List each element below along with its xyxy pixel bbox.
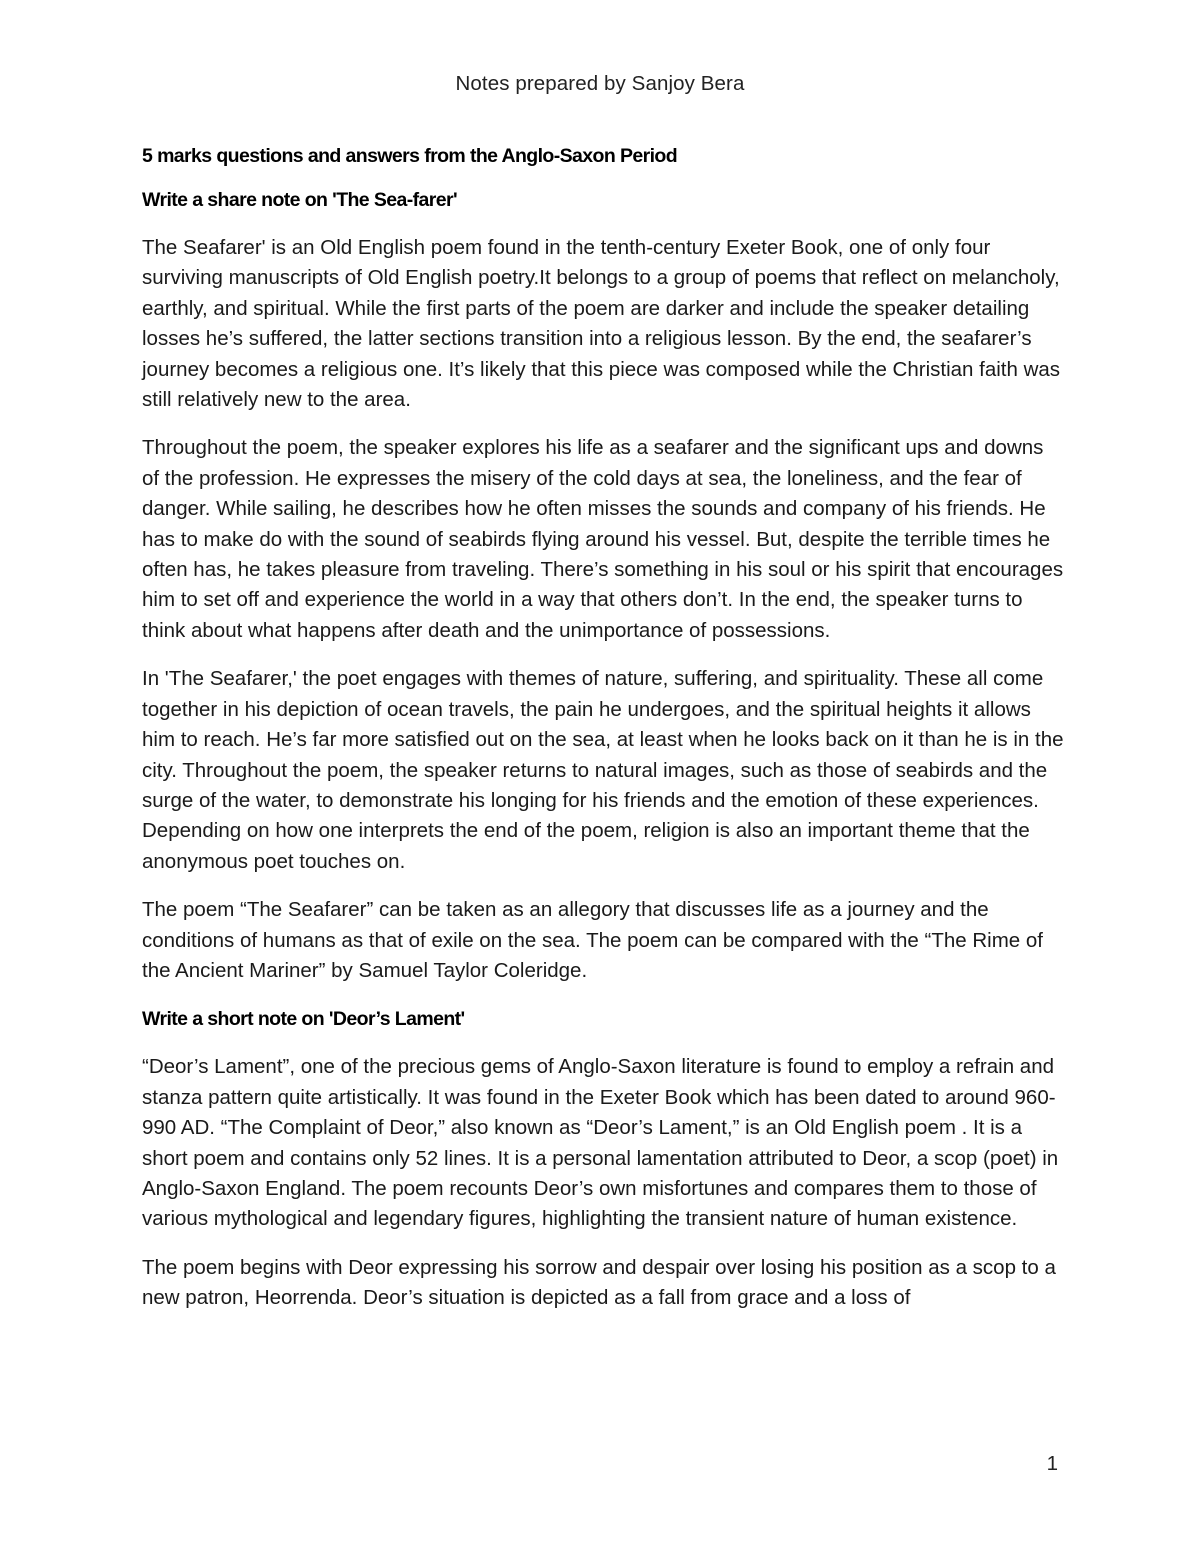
page-header: Notes prepared by Sanjoy Bera: [455, 72, 745, 95]
paragraph: Throughout the poem, the speaker explores his life as a seafarer and the significant ups and downs of the profession. He expresses the misery of the cold days at sea, the loneliness, and the fear of danger. While sailing, he describes how he often misses the sounds and company of his friends. He has to make do with the sound of seabirds flying around his vessel. But, despite the terrible times he often has, he takes pleasure from traveling. There’s something in his soul or his spirit that encourages him to set off and experience the world in a way that others don’t. In the end, the speaker turns to think about what happens after death and the unimportance of possessions.: [142, 436, 1064, 642]
paragraph: The poem “The Seafarer” can be taken as an allegory that discusses life as a journey and the conditions of humans as that of exile on the sea. The poem can be compared with the “The Rime of the Ancient Mariner” by Samuel Taylor Coleridge.: [142, 898, 1043, 982]
paragraph: The poem begins with Deor expressing his sorrow and despair over losing his position as a scop to a new patron, Heorrenda. Deor’s situation is depicted as a fall from grace and a loss of: [142, 1255, 1056, 1310]
document-title: 5 marks questions and answers from the Anglo-Saxon Period: [142, 145, 678, 167]
page-number: 1: [1046, 1452, 1058, 1475]
paragraph: The Seafarer' is an Old English poem found in the tenth-century Exeter Book, one of only four surviving manuscripts of Old English poetry.It belongs to a group of poems that reflect on melancholy, earthly, and spiritual. While the first parts of the poem are darker and include the speaker detailing losses he’s suffered, the latter sections transition into a religious lesson. By the end, the seafarer’s journey becomes a religious one. It’s likely that this piece was composed while the Christian faith was still relatively new to the area.: [142, 236, 1061, 412]
section-heading-deor: Write a short note on 'Deor’s Lament': [142, 1008, 465, 1031]
paragraph: In 'The Seafarer,' the poet engages with themes of nature, suffering, and spirituality. These all come together in his depiction of ocean travels, the pain he undergoes, and the spiritual heights it allows him to reach. He’s far more satisfied out on the sea, at least when he looks back on it than he is in the city. Throughout the poem, the speaker returns to natural images, such as those of seabirds and the surge of the water, to demonstrate his longing for his friends and the emotion of these experiences. Depending on how one interprets the end of the poem, religion is also an important theme that the anonymous poet touches on.: [142, 667, 1064, 873]
paragraph: “Deor’s Lament”, one of the precious gems of Anglo-Saxon literature is found to employ a refrain and stanza pattern quite artistically. It was found in the Exeter Book which has been dated to around 960-990 AD. “The Complaint of Deor,” also known as “Deor’s Lament,” is an Old English poem . It is a short poem and contains only 52 lines. It is a personal lamentation attributed to Deor, a scop (poet) in Anglo-Saxon England. The poem recounts Deor’s own misfortunes and compares them to those of various mythological and legendary figures, highlighting the transient nature of human existence.: [142, 1055, 1059, 1231]
document-body: [142, 141, 1064, 1332]
section-heading-seafarer: Write a share note on 'The Sea-farer': [142, 189, 458, 211]
